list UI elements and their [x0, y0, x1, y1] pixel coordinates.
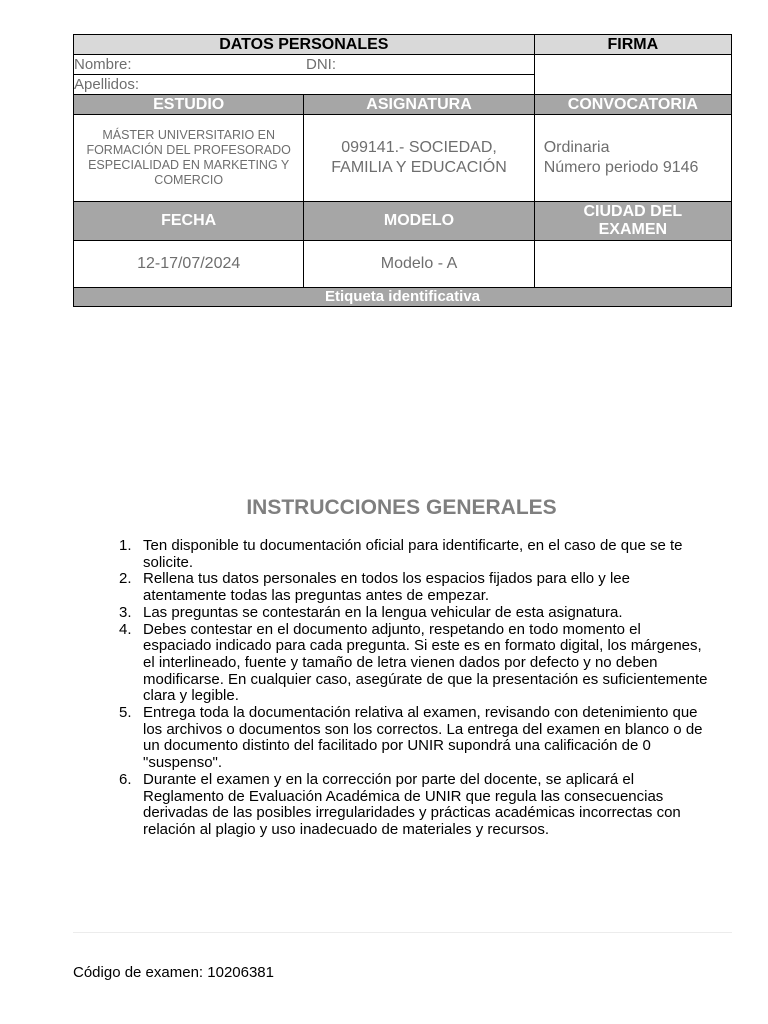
instruction-line: modificarse. En cualquier caso, asegúrate de que la presentación es suficientemente [143, 670, 708, 688]
asignatura-heading: ASIGNATURA [304, 95, 534, 115]
instruction-line: Durante el examen y en la corrección por parte del docente, se aplicará el [143, 770, 635, 788]
instruction-number: 4. [119, 620, 132, 638]
instruction-number: 2. [119, 570, 132, 588]
instruction-line: el interlineado, fuente y tamaño de letra vienen dados por defecto y no deben [143, 653, 658, 671]
convocatoria-heading: CONVOCATORIA [534, 95, 731, 115]
instruction-number: 3. [119, 603, 132, 621]
instruction-line: Reglamento de Evaluación Académica de UNIR que regula las consecuencias [143, 787, 664, 805]
estudio-heading: ESTUDIO [74, 95, 304, 115]
datos-personales-heading: DATOS PERSONALES [74, 35, 535, 55]
instructions-title: INSTRUCCIONES GENERALES [246, 496, 557, 519]
nombre-dni-row [74, 55, 535, 75]
instruction-line: clara y legible. [143, 687, 239, 705]
instruction-line: atentamente todas las preguntas antes de empezar. [143, 587, 490, 605]
firma-box[interactable] [534, 55, 731, 95]
instruction-line: los archivos o documentos son los correctos. La entrega del examen en blanco o de [143, 720, 703, 738]
instruction-line: Debes contestar en el documento adjunto, respetando en todo momento el [143, 620, 641, 638]
instruction-item [114, 605, 726, 622]
instruction-item [114, 538, 726, 571]
ciudad-heading: CIUDAD DEL EXAMEN [534, 202, 731, 241]
instruction-line: Ten disponible tu documentación oficial para identificarte, en el caso de que se te [143, 537, 683, 554]
instruction-item [114, 622, 726, 706]
exam-header-table [73, 34, 732, 307]
instructions-list [114, 538, 726, 839]
estudio-value: MÁSTER UNIVERSITARIO EN FORMACIÓN DEL PROFESORADO ESPECIALIDAD EN MARKETING Y COMERCIO [74, 115, 304, 202]
instruction-number: 5. [119, 704, 132, 722]
instruction-line: Rellena tus datos personales en todos los espacios fijados para ello y lee [143, 570, 630, 588]
instruction-line: relación al plagio y uso inadecuado de materiales y recursos. [143, 820, 550, 838]
etiqueta-identificativa: Etiqueta identificativa [74, 288, 732, 307]
instruction-number: 1. [119, 537, 132, 554]
firma-heading: FIRMA [534, 35, 731, 55]
instruction-line: solicite. [143, 553, 194, 571]
exam-code: Código de examen: 10206381 [73, 964, 274, 981]
modelo-value: Modelo - A [304, 241, 534, 288]
instruction-item [114, 571, 726, 604]
apellidos-label: Apellidos: [74, 76, 140, 93]
instruction-item [114, 705, 726, 772]
convocatoria-value: Ordinaria Número periodo 9146 [534, 115, 731, 202]
fecha-value: 12-17/07/2024 [74, 241, 304, 288]
instruction-line: espaciado indicado para cada pregunta. Si este es en formato digital, los márgenes, [143, 637, 702, 655]
modelo-heading: MODELO [304, 202, 534, 241]
instruction-number: 6. [119, 770, 132, 788]
apellidos-field [74, 75, 535, 95]
ciudad-value[interactable] [534, 241, 731, 288]
asignatura-value: 099141.- SOCIEDAD, FAMILIA Y EDUCACIÓN [304, 115, 534, 202]
footer-divider [73, 932, 732, 933]
nombre-label: Nombre: [74, 56, 132, 73]
instruction-line: Entrega toda la documentación relativa al examen, revisando con detenimiento que [143, 704, 698, 722]
instruction-line: derivadas de las posibles irregularidades y prácticas académicas incorrectas con [143, 804, 681, 822]
instruction-line: "suspenso". [143, 754, 223, 772]
instruction-line: un documento distinto del facilitado por UNIR supondrá una calificación de 0 [143, 737, 651, 755]
instruction-line: Las preguntas se contestarán en la lengua vehicular de esta asignatura. [143, 603, 623, 621]
fecha-heading: FECHA [74, 202, 304, 241]
dni-label: DNI: [306, 56, 336, 73]
instruction-item [114, 772, 726, 839]
